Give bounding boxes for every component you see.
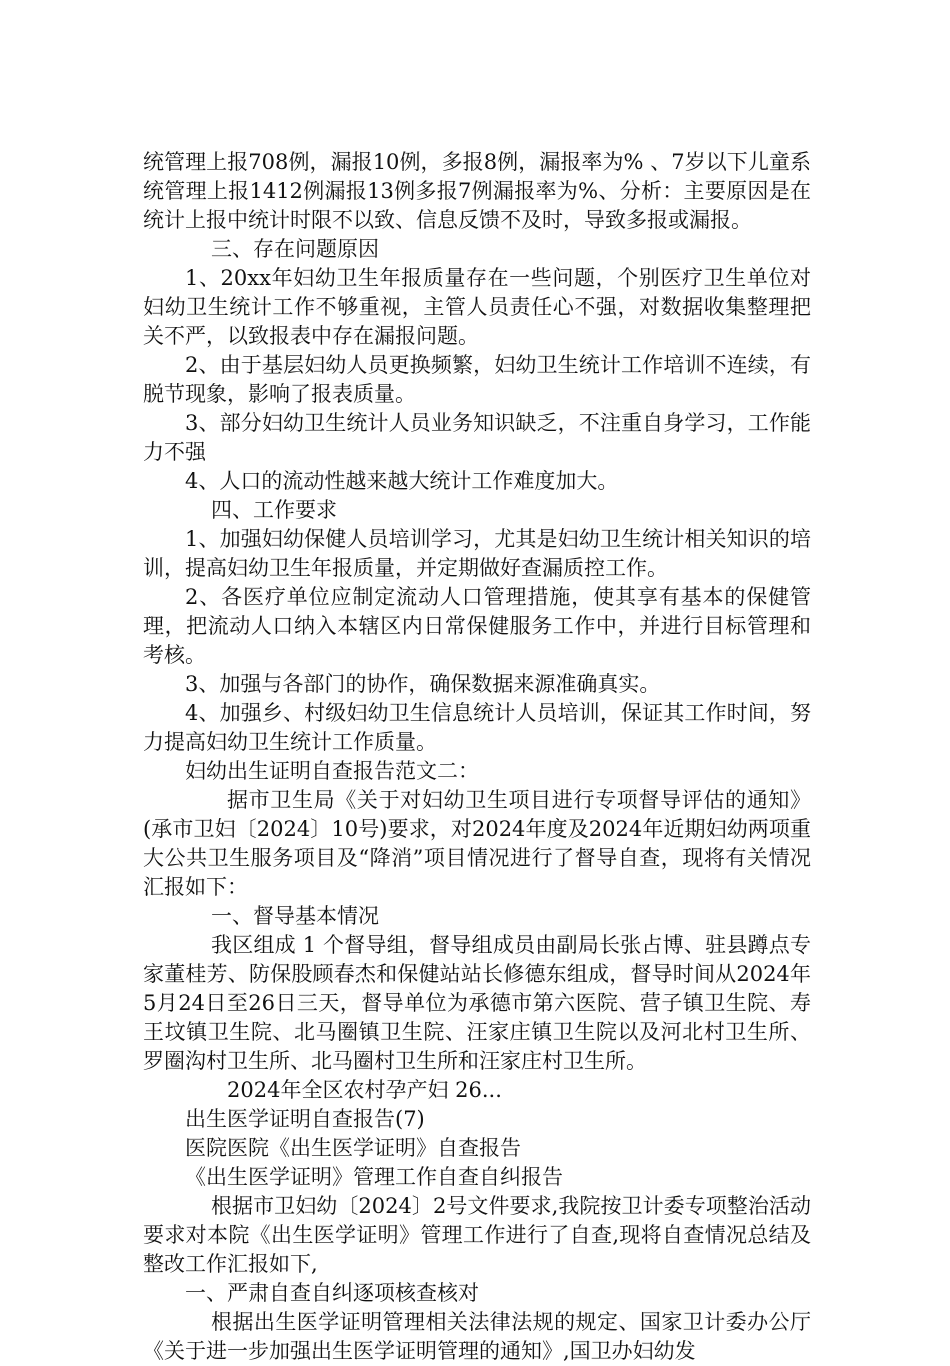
paragraph-requirement-4: 4、加强乡、村级妇幼卫生信息统计人员培训，保证其工作时间，努力提高妇幼卫生统计工作质量。	[143, 701, 811, 754]
paragraph-legal-basis: 根据出生医学证明管理相关法律法规的规定、国家卫计委办公厅《关于进一步加强出生医学证明管理的通知》,国卫办妇幼发	[143, 1310, 811, 1363]
heading-strict-self-check: 一、严肃自查自纠逐项核查核对	[185, 1281, 479, 1305]
paragraph-requirement-2: 2、各医疗单位应制定流动人口管理措施，使其享有基本的保健管理，把流动人口纳入本辖区内日常保健服务工作中，并进行目标管理和考核。	[143, 585, 811, 667]
heading-self-correction-report: 《出生医学证明》管理工作自查自纠报告	[185, 1165, 563, 1189]
paragraph-requirement-1: 1、加强妇幼保健人员培训学习，尤其是妇幼卫生统计相关知识的培训，提高妇幼卫生年报质量，并定期做好查漏质控工作。	[143, 527, 811, 580]
paragraph-cause-4: 4、人口的流动性越来越大统计工作难度加大。	[185, 469, 619, 493]
paragraph-rural-women: 2024年全区农村孕产妇 26...	[227, 1078, 502, 1102]
document-body	[143, 148, 811, 1366]
paragraph-cause-3: 3、部分妇幼卫生统计人员业务知识缺乏，不注重自身学习，工作能力不强	[143, 411, 811, 464]
heading-birth-cert-report-7: 出生医学证明自查报告(7)	[185, 1107, 425, 1131]
heading-work-requirements: 四、工作要求	[211, 498, 337, 522]
paragraph-cause-1: 1、20xx年妇幼卫生年报质量存在一些问题，个别医疗卫生单位对妇幼卫生统计工作不够重视，主管人员责任心不强，对数据收集整理把关不严，以致报表中存在漏报问题。	[143, 266, 811, 348]
paragraph-requirement-3: 3、加强与各部门的协作，确保数据来源准确真实。	[185, 672, 661, 696]
heading-supervision-overview: 一、督导基本情况	[211, 904, 379, 928]
heading-hospital-report: 医院医院《出生医学证明》自查报告	[185, 1136, 521, 1160]
paragraph-cause-2: 2、由于基层妇幼人员更换频繁，妇幼卫生统计工作培训不连续，有脱节现象，影响了报表质量。	[143, 353, 811, 406]
heading-problem-causes: 三、存在问题原因	[211, 237, 379, 261]
paragraph-report-intro: 根据市卫妇幼〔2024〕2号文件要求,我院按卫计委专项整治活动要求对本院《出生医学证明》管理工作进行了自查,现将自查情况总结及整改工作汇报如下,	[143, 1194, 811, 1276]
paragraph-supervision-group: 我区组成 1 个督导组，督导组成员由副局长张占博、驻县蹲点专家董桂芳、防保股顾春杰和保健站站长修德东组成，督导时间从2024年5月24日至26日三天，督导单位为承德市第六医院、营子镇卫生院、寿王坟镇卫生院、北马圈镇卫生院、汪家庄镇卫生院以及河北村卫生所、罗圈沟村卫生所、北马圈村卫生所和汪家庄村卫生所。	[143, 933, 811, 1073]
paragraph-stats-continued: 统管理上报708例，漏报10例，多报8例，漏报率为% 、7岁以下儿童系统管理上报1412例漏报13例多报7例漏报率为%、分析：主要原因是在统计上报中统计时限不以致、信息反馈不及时，导致多报或漏报。	[143, 150, 811, 232]
heading-sample-two: 妇幼出生证明自查报告范文二：	[185, 759, 479, 783]
paragraph-notice-intro: 据市卫生局《关于对妇幼卫生项目进行专项督导评估的通知》(承市卫妇〔2024〕10号)要求，对2024年度及2024年近期妇幼两项重大公共卫生服务项目及“降消”项目情况进行了督导自查，现将有关情况汇报如下：	[143, 788, 811, 899]
